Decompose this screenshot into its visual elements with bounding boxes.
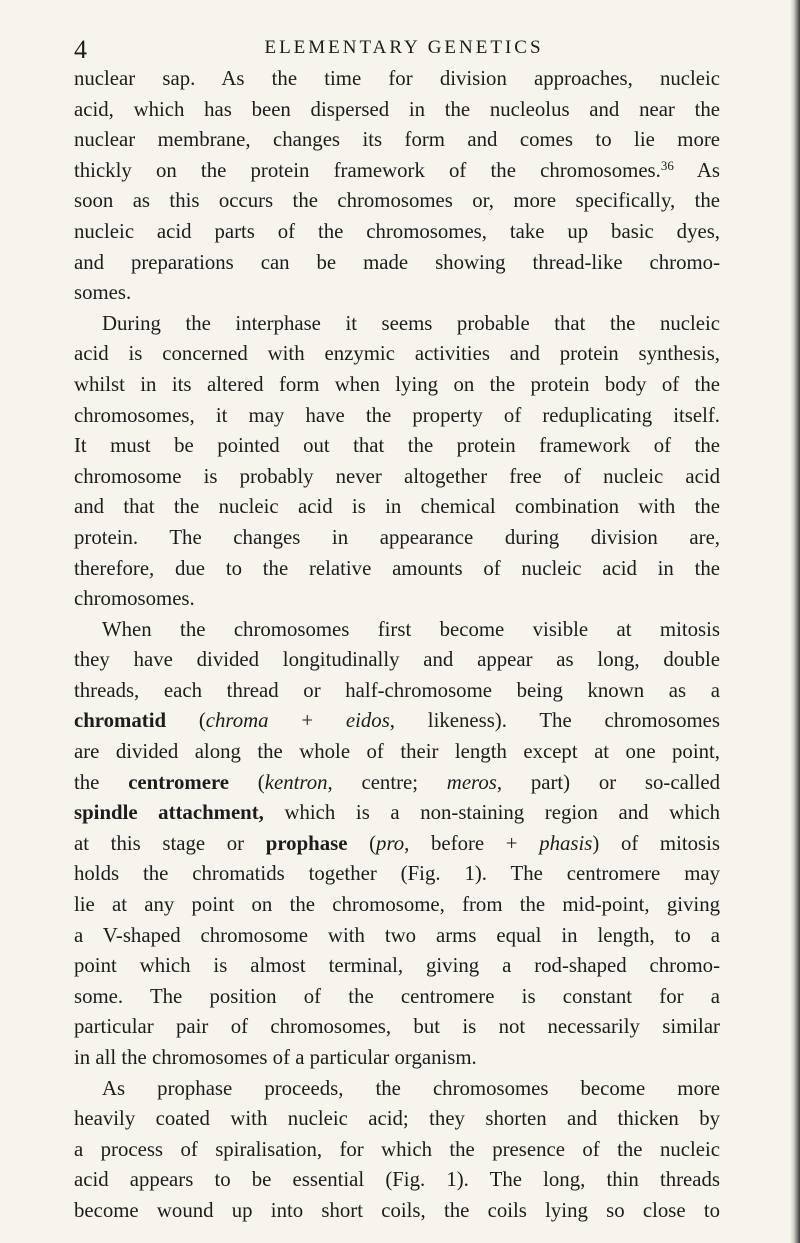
text-line: and that the nucleic acid is in chemical combination with the	[74, 495, 720, 519]
page-edge-shadow	[790, 0, 800, 1243]
text-line: a V-shaped chromosome with two arms equal in length, to a	[74, 923, 720, 947]
term-centromere: centromere	[128, 770, 230, 794]
text-line: nucleic acid parts of the chromosomes, take up basic dyes,	[74, 219, 720, 243]
text-line: protein. The changes in appearance during division are,	[74, 525, 720, 549]
text-line: nuclear membrane, changes its form and comes to lie more	[74, 128, 720, 152]
text-line: whilst in its altered form when lying on the protein body of the	[74, 372, 720, 396]
term-prophase: prophase	[265, 831, 348, 855]
text-line: chromatid (chroma + eidos, likeness). The chromosomes	[74, 709, 720, 733]
running-head: ELEMENTARY GENETICS	[264, 37, 544, 58]
text-line: soon as this occurs the chromosomes or, more specifically, the	[74, 189, 720, 213]
body-text	[74, 64, 720, 1227]
text-line: acid is concerned with enzymic activities and protein synthesis,	[74, 342, 720, 366]
page-header	[74, 33, 734, 63]
text-line: therefore, due to the relative amounts of nucleic acid in the	[74, 556, 720, 580]
text-line: a process of spiralisation, for which the presence of the nucleic	[74, 1137, 720, 1161]
text-line: chromosomes.	[74, 587, 195, 611]
text-line: acid appears to be essential (Fig. 1). The long, thin threads	[74, 1168, 720, 1192]
text-line: spindle attachment, which is a non-staining region and which	[74, 801, 720, 825]
paragraph-start-line: As prophase proceeds, the chromosomes become more	[102, 1076, 720, 1100]
text-line: holds the chromatids together (Fig. 1). The centromere may	[74, 862, 720, 886]
footnote-reference: 36	[660, 157, 674, 173]
text-line: threads, each thread or half-chromosome being known as a	[74, 678, 720, 702]
text-line: chromosomes, it may have the property of reduplicating itself.	[74, 403, 720, 427]
text-line: It must be pointed out that the protein framework of the	[74, 434, 720, 458]
paragraph-start-line: When the chromosomes first become visible at mitosis	[102, 617, 720, 641]
text-line: thickly on the protein framework of the chromosomes.$^{36}$ As	[74, 157, 720, 182]
text-line: somes.	[74, 281, 132, 305]
text-line: are divided along the whole of their length except at one point,	[74, 740, 720, 764]
paragraph-start-line: During the interphase it seems probable that the nucleic	[102, 311, 720, 335]
term-spindle-attachment: spindle attachment,	[74, 801, 264, 825]
text-line: chromosome is probably never altogether free of nucleic acid	[74, 464, 720, 488]
text-line: the centromere (kentron, centre; meros, part) or so-called	[74, 770, 720, 794]
page-number: 4	[74, 35, 87, 64]
text-line: they have divided longitudinally and appear as long, double	[74, 648, 720, 672]
text-line: lie at any point on the chromosome, from the mid-point, giving	[74, 893, 720, 917]
term-chromatid: chromatid	[74, 709, 167, 733]
text-line: at this stage or prophase (pro, before + phasis) of mitosis	[74, 831, 721, 855]
text-line: and preparations can be made showing thread-like chromo-	[74, 250, 720, 274]
text-line: nuclear sap. As the time for division approaches, nucleic	[74, 67, 720, 90]
text-line: particular pair of chromosomes, but is not necessarily similar	[74, 1015, 720, 1039]
text-line: point which is almost terminal, giving a rod-shaped chromo-	[74, 954, 720, 978]
text-line: heavily coated with nucleic acid; they shorten and thicken by	[74, 1107, 720, 1131]
text-line: acid, which has been dispersed in the nucleolus and near the	[74, 97, 720, 121]
text-line: in all the chromosomes of a particular organism.	[74, 1046, 477, 1069]
text-line: become wound up into short coils, the coils lying so close to	[74, 1198, 720, 1222]
text-line: some. The position of the centromere is constant for a	[74, 984, 720, 1008]
